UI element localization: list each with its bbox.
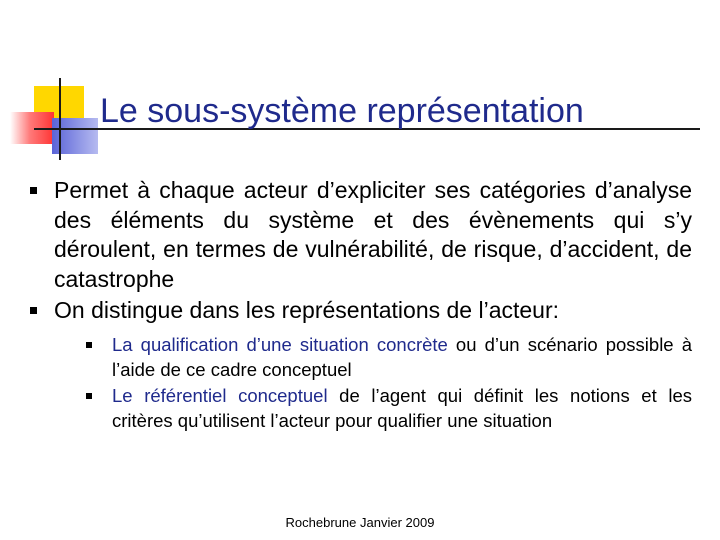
sub-bullet-highlight: La qualification d’une situation concrète [112,333,448,355]
bullet-item [30,176,692,294]
bullet-list [30,176,692,434]
bullet-item [30,296,692,434]
sub-bullet-item [86,383,692,434]
sub-bullet-item [86,332,692,383]
square-bullet-icon [30,307,37,314]
square-bullet-icon [30,187,37,194]
logo-vertical-line [59,78,61,160]
slide-footer: Rochebrune Janvier 2009 [285,515,435,530]
bullet-text: On distingue dans les représentations de l’acteur: [54,297,560,323]
sub-bullet-text: ou d’un scénario possible à l’aide de ce cadre conceptuel [112,333,692,380]
square-bullet-icon [86,393,92,399]
bullet-text: Permet à chaque acteur d’expliciter ses catégories d’analyse des éléments du système et des évènements qui s’y déroulent, en termes de vulnérabilité, de risque, d’accident, de catastrophe [54,177,692,292]
sub-bullet-text: de l’agent qui définit les notions et les critères qu’utilisent l’acteur pour qualifier une situation [112,384,692,431]
square-bullet-icon [86,342,92,348]
decorative-logo [0,0,100,170]
sub-bullet-list [54,332,692,434]
sub-bullet-highlight: Le référentiel conceptuel [112,384,328,406]
slide-title: Le sous-système représentation [100,92,584,130]
